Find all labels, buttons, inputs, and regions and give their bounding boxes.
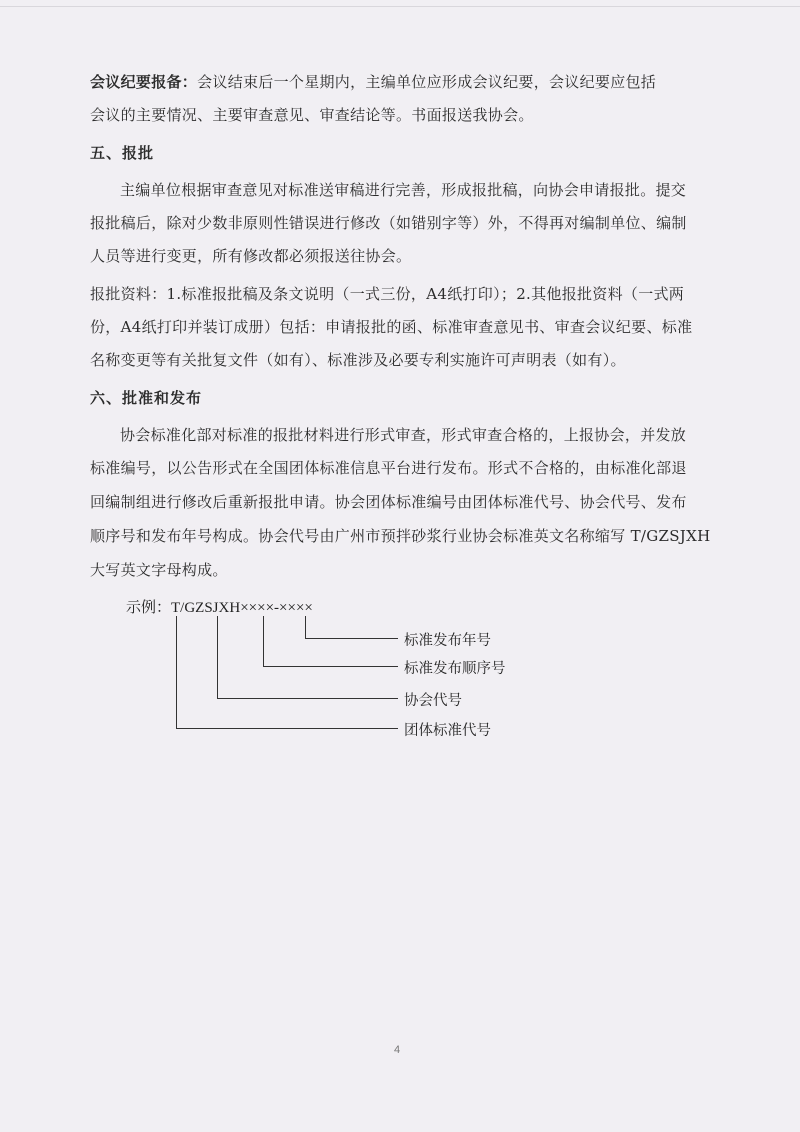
meeting-minutes-line-1 xyxy=(90,66,722,99)
publish-line-2: 标准编号，以公告形式在全国团体标准信息平台进行发布。形式不合格的，由标准化部退 xyxy=(90,459,687,477)
page-number: 4 xyxy=(394,1044,401,1056)
leader-association-horizontal xyxy=(217,698,398,699)
label-release-year: 标准发布年号 xyxy=(404,633,491,649)
approval-materials-line-3: 名称变更等有关批复文件（如有）、标准涉及必要专利实施许可声明表（如有）。 xyxy=(90,351,626,369)
leader-group-horizontal xyxy=(176,728,398,729)
publish-line-1: 协会标准化部对标准的报批材料进行形式审查，形式审查合格的，上报协会，并发放 xyxy=(120,426,687,444)
meeting-minutes-text-1: 会议结束后一个星期内，主编单位应形成会议纪要，会议纪要应包括 xyxy=(197,73,657,91)
example-code-value: T/GZSJXH xyxy=(171,600,241,616)
label-group-standard-code: 团体标准代号 xyxy=(404,723,491,739)
section-heading-publish: 六、批准和发布 xyxy=(90,389,203,407)
publish-line-3: 回编制组进行修改后重新报批申请。协会团体标准编号由团体标准代号、协会代号、发布 xyxy=(90,493,687,511)
approval-para-line-1: 主编单位根据审查意见对标准送审稿进行完善，形成报批稿，向协会申请报批。提交 xyxy=(120,181,687,199)
example-code-suffix: ××××-×××× xyxy=(240,600,313,616)
meeting-minutes-label: 会议纪要报备： xyxy=(90,73,198,91)
example-prefix: 示例： xyxy=(126,600,172,616)
approval-materials-line-1: 报批资料：1.标准报批稿及条文说明（一式三份，A4纸打印）；2.其他报批资料（一式两 xyxy=(90,285,685,303)
scan-edge-line xyxy=(0,6,800,7)
leader-sequence-horizontal xyxy=(263,666,398,667)
meeting-minutes-line-2: 会议的主要情况、主要审查意见、审查结论等。书面报送我协会。 xyxy=(90,106,534,124)
leader-group-vertical xyxy=(176,616,177,728)
publish-line-5: 大写英文字母构成。 xyxy=(90,561,228,579)
leader-year-vertical xyxy=(305,616,306,638)
leader-year-horizontal xyxy=(305,638,398,639)
approval-para-line-2: 报批稿后，除对少数非原则性错误进行修改（如错别字等）外，不得再对编制单位、编制 xyxy=(90,214,687,232)
label-association-code: 协会代号 xyxy=(404,693,462,709)
section-heading-approval: 五、报批 xyxy=(90,144,155,162)
approval-materials-line-2: 份，A4纸打印并装订成册）包括：申请报批的函、标准审查意见书、审查会议纪要、标准 xyxy=(90,318,693,336)
publish-line-4: 顺序号和发布年号构成。协会代号由广州市预拌砂浆行业协会标准英文名称缩写 T/GZSJXH xyxy=(90,527,711,545)
approval-para-line-3: 人员等进行变更，所有修改都必须报送往协会。 xyxy=(90,247,412,265)
leader-association-vertical xyxy=(217,616,218,698)
example-code xyxy=(126,596,313,617)
leader-sequence-vertical xyxy=(263,616,264,666)
label-release-sequence: 标准发布顺序号 xyxy=(404,661,506,677)
